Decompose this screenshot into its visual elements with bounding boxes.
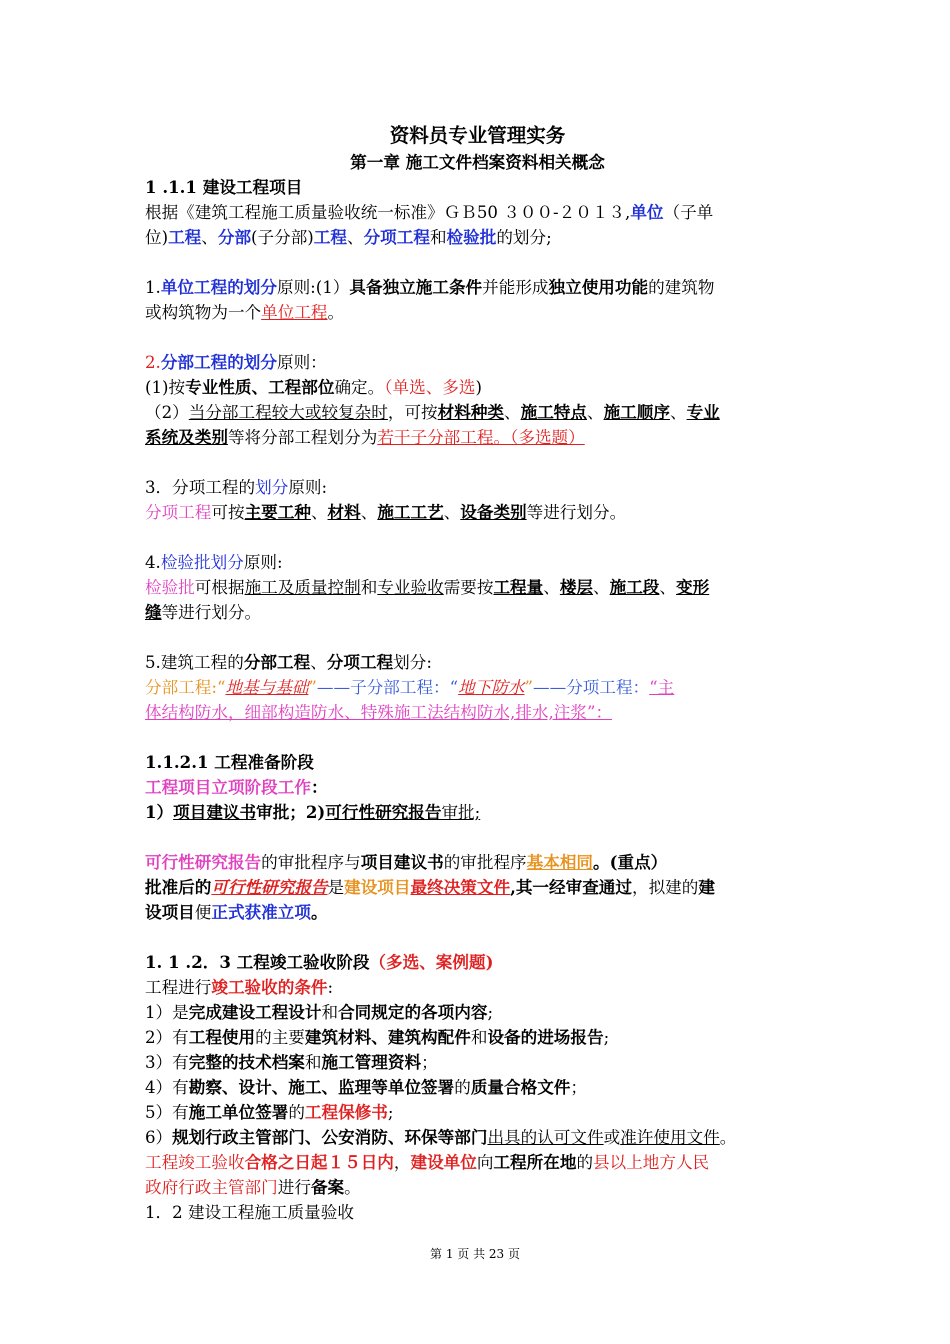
paragraph-line: 4.检验批划分原则: (145, 553, 283, 572)
paragraph-line: 可行性研究报告的审批程序与项目建议书的审批程序基本相同。(重点） (145, 852, 668, 872)
paragraph-line: 工程项目立项阶段工作： (145, 777, 328, 797)
paragraph-line: 5.建筑工程的分部工程、分项工程划分: (145, 652, 432, 672)
paragraph-line: 批准后的可行性研究报告是建设项目最终决策文件,其一经审查通过，拟建的建 (145, 877, 715, 897)
section-heading-1121: 1.1.2.1 工程准备阶段 (145, 752, 314, 772)
list-item: 5）有施工单位签署的工程保修书; (145, 1102, 394, 1122)
paragraph-line: 根据《建筑工程施工质量验收统一标准》ＧＢ50 ３００-２０１３,单位（子单 (145, 202, 714, 222)
paragraph-line: 缝等进行划分。 (145, 602, 262, 622)
paragraph-line: 2.分部工程的划分原则： (145, 352, 327, 372)
paragraph-line: 位)工程、分部(子分部)工程、分项工程和检验批的划分; (145, 227, 552, 247)
paragraph-line: 3．分项工程的划分原则: (145, 478, 328, 497)
page-total: 23 (488, 1247, 505, 1261)
paragraph-line: 1.单位工程的划分原则:(1）具备独立施工条件并能形成独立使用功能的建筑物 (145, 277, 715, 297)
list-item: 2）有工程使用的主要建筑材料、建筑构配件和设备的进场报告; (145, 1027, 610, 1047)
paragraph-line: 分项工程可按主要工种、材料、施工工艺、设备类别等进行划分。 (145, 502, 627, 522)
page-footer: 第 1 页 共 23 页 (429, 1247, 521, 1261)
list-item: 3）有完整的技术档案和施工管理资料； (145, 1052, 438, 1072)
paragraph-line: 工程进行竣工验收的条件: (145, 977, 334, 997)
section-heading-111: 1 .1.1 建设工程项目 (145, 177, 303, 197)
document-title: 资料员专业管理实务 (389, 124, 566, 147)
paragraph-line: 体结构防水，细部构造防水、特殊施工法结构防水,排水,注浆”： (145, 703, 613, 722)
paragraph-line: 分部工程:“地基与基础”——子分部工程：“地下防水”——分项工程：“主 (145, 678, 675, 697)
paragraph-line: 1）项目建议书审批；2)可行性研究报告审批; (145, 802, 481, 822)
section-heading-12: 1．2 建设工程施工质量验收 (145, 1203, 354, 1222)
chapter-heading: 第一章 施工文件档案资料相关概念 (350, 152, 605, 172)
paragraph-line: (1)按专业性质、工程部位确定。（单选、多选) (145, 377, 482, 397)
paragraph-line: 系统及类别等将分部工程划分为若干子分部工程。（多选题） (145, 427, 585, 447)
list-item: 6）规划行政主管部门、公安消防、环保等部门出具的认可文件或准许使用文件。 (145, 1127, 737, 1147)
paragraph-line: 或构筑物为一个单位工程。 (145, 303, 345, 322)
paragraph-line: 工程竣工验收合格之日起１５日内，建设单位向工程所在地的县以上地方人民 (145, 1152, 710, 1172)
document-body (145, 122, 810, 1225)
section-heading-1123: 1. 1 .2．3 工程竣工验收阶段（多选、案例题) (145, 952, 494, 972)
page-number: 1 (445, 1247, 454, 1261)
list-item: 1）是完成建设工程设计和合同规定的各项内容; (145, 1002, 494, 1022)
paragraph-line: 检验批可根据施工及质量控制和专业验收需要按工程量、楼层、施工段、变形 (145, 577, 710, 597)
paragraph-line: 政府行政主管部门进行备案。 (145, 1177, 361, 1197)
paragraph-line: （2）当分部工程较大或较复杂时，可按材料种类、施工特点、施工顺序、专业 (145, 402, 720, 422)
list-item: 4）有勘察、设计、施工、监理等单位签署的质量合格文件； (145, 1077, 587, 1097)
paragraph-line: 设项目便正式获准立项。 (145, 902, 328, 922)
